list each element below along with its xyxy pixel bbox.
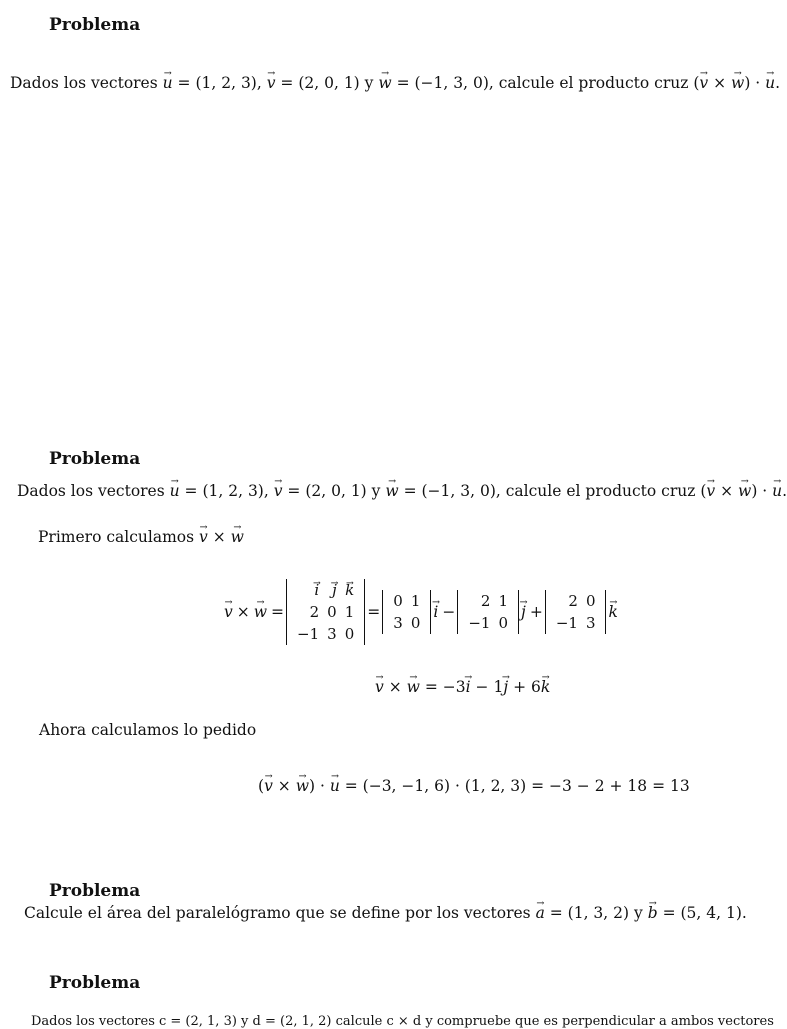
minor-j bbox=[457, 590, 519, 634]
paren-open: ( bbox=[693, 74, 700, 92]
final-paren-open: ( bbox=[258, 777, 265, 795]
minor-cell: 0 bbox=[498, 614, 508, 632]
cross-symbol: × bbox=[720, 482, 734, 500]
result-term-2: − 1 bbox=[475, 678, 504, 696]
minor-cell: 0 bbox=[393, 592, 403, 610]
expr-w: → w bbox=[731, 74, 744, 92]
paren-close-dot: ) · bbox=[744, 74, 761, 92]
unit-i: → i bbox=[314, 580, 319, 600]
determinant-expansion bbox=[222, 578, 620, 646]
minor-cell: 3 bbox=[585, 614, 596, 632]
final-u: → u bbox=[330, 777, 340, 795]
minus-sign: − bbox=[442, 603, 456, 621]
vector-u: → u bbox=[170, 482, 180, 500]
det-lhs-cross: × bbox=[236, 603, 250, 621]
final-w: → w bbox=[296, 777, 309, 795]
step-1-w: → w bbox=[231, 528, 244, 546]
vector-w: → w bbox=[378, 74, 391, 92]
final-rhs: = (−3, −1, 6) · (1, 2, 3) = −3 − 2 + 18 = 13 bbox=[344, 777, 690, 795]
matrix-cell: −1 bbox=[297, 625, 320, 643]
paren-close-dot: ) · bbox=[751, 482, 768, 500]
vector-b: → b bbox=[648, 904, 658, 922]
expr-v: → v bbox=[706, 482, 715, 500]
statement-ask: calcule el producto cruz bbox=[505, 482, 696, 500]
unit-j: → j bbox=[332, 580, 337, 600]
vector-w: → w bbox=[385, 482, 398, 500]
result-cross: × bbox=[388, 678, 402, 696]
det-lhs-v: → v bbox=[224, 603, 233, 621]
paren-open: ( bbox=[700, 482, 707, 500]
final-cross: × bbox=[277, 777, 291, 795]
conjunction-y: y bbox=[634, 904, 643, 922]
statement-intro: Dados los vectores bbox=[10, 74, 158, 92]
conjunction-y: y bbox=[371, 482, 381, 500]
result-v: → v bbox=[375, 678, 384, 696]
vector-b-value: = (5, 4, 1). bbox=[662, 904, 747, 922]
vector-v-value: = (2, 0, 1) bbox=[280, 74, 360, 92]
result-unit-k: → k bbox=[541, 678, 550, 696]
minor-cell: 1 bbox=[498, 592, 508, 610]
result-unit-j: → j bbox=[503, 678, 508, 696]
cross-symbol: × bbox=[713, 74, 727, 92]
coef-unit-i: → i bbox=[433, 603, 438, 621]
conjunction-y: y bbox=[364, 74, 374, 92]
vector-u-value: = (1, 2, 3), bbox=[177, 74, 262, 92]
statement-ask: calcule el producto cruz bbox=[498, 74, 689, 92]
result-unit-i: → i bbox=[466, 678, 471, 696]
vector-a: → a bbox=[536, 904, 545, 922]
step-1-cross: × bbox=[212, 528, 226, 546]
coef-unit-j: → j bbox=[521, 603, 526, 621]
step-1-text bbox=[38, 528, 244, 546]
step-1-v: → v bbox=[199, 528, 208, 546]
final-mid: ) · bbox=[308, 777, 325, 795]
result-term-1: = −3 bbox=[424, 678, 466, 696]
final-dot-product bbox=[258, 777, 690, 795]
matrix-cell: 3 bbox=[327, 625, 337, 643]
expr-u: → u bbox=[765, 74, 775, 92]
minor-k bbox=[545, 590, 607, 634]
plus-sign: + bbox=[529, 603, 543, 621]
vector-a-value: = (1, 3, 2) bbox=[549, 904, 630, 922]
vector-w-value: = (−1, 3, 0), bbox=[396, 74, 494, 92]
problem-3-statement bbox=[24, 904, 747, 922]
cross-product-result bbox=[375, 678, 550, 696]
vector-v: → v bbox=[274, 482, 283, 500]
vector-v-value: = (2, 0, 1) bbox=[287, 482, 367, 500]
statement-end: . bbox=[782, 482, 787, 500]
minor-cell: 3 bbox=[393, 614, 403, 632]
expr-u: → u bbox=[772, 482, 782, 500]
vector-w-value: = (−1, 3, 0), bbox=[403, 482, 501, 500]
final-v: → v bbox=[264, 777, 273, 795]
minor-cell: 1 bbox=[410, 592, 421, 610]
vector-u-value: = (1, 2, 3), bbox=[184, 482, 269, 500]
det-lhs-w: → w bbox=[254, 603, 267, 621]
step-2-text: Ahora calculamos lo pedido bbox=[39, 721, 257, 739]
problem-2-statement bbox=[17, 482, 787, 500]
problem-heading-3: Problema bbox=[49, 881, 141, 901]
minor-cell: 0 bbox=[410, 614, 421, 632]
det-eq: = bbox=[367, 603, 381, 621]
unit-k: → k bbox=[345, 580, 354, 600]
minor-cell: −1 bbox=[468, 614, 491, 632]
minor-cell: 0 bbox=[585, 592, 596, 610]
minor-i bbox=[382, 590, 431, 634]
matrix-cell: 0 bbox=[344, 625, 355, 643]
expr-v: → v bbox=[699, 74, 708, 92]
statement-intro: Dados los vectores bbox=[17, 482, 165, 500]
minor-cell: 2 bbox=[480, 592, 491, 610]
minor-cell: −1 bbox=[555, 614, 578, 632]
problem-heading-1: Problema bbox=[49, 15, 141, 35]
vector-v: → v bbox=[267, 74, 276, 92]
problem-4-statement-cut: Dados los vectores c = (2, 1, 3) y d = (2, 1, 2) calcule c × d y compruebe que es perpendicular a ambos vectores bbox=[31, 1014, 774, 1029]
coef-unit-k: → k bbox=[608, 603, 617, 621]
result-term-3: + 6 bbox=[513, 678, 541, 696]
matrix-cell: 2 bbox=[309, 603, 320, 621]
det-lhs-eq: = bbox=[271, 603, 285, 621]
minor-cell: 2 bbox=[568, 592, 578, 610]
problem-heading-2: Problema bbox=[49, 449, 141, 469]
matrix-3x3 bbox=[286, 579, 365, 645]
matrix-cell: 0 bbox=[327, 603, 337, 621]
problem-heading-4: Problema bbox=[49, 973, 141, 993]
matrix-cell: 1 bbox=[344, 603, 355, 621]
step-1-label: Primero calculamos bbox=[38, 528, 195, 546]
statement-end: . bbox=[775, 74, 781, 92]
expr-w: → w bbox=[738, 482, 751, 500]
vector-u: → u bbox=[163, 74, 173, 92]
problem-3-text: Calcule el área del paralelógramo que se define por los vectores bbox=[24, 904, 531, 922]
result-w: → w bbox=[407, 678, 420, 696]
problem-1-statement bbox=[10, 74, 780, 92]
